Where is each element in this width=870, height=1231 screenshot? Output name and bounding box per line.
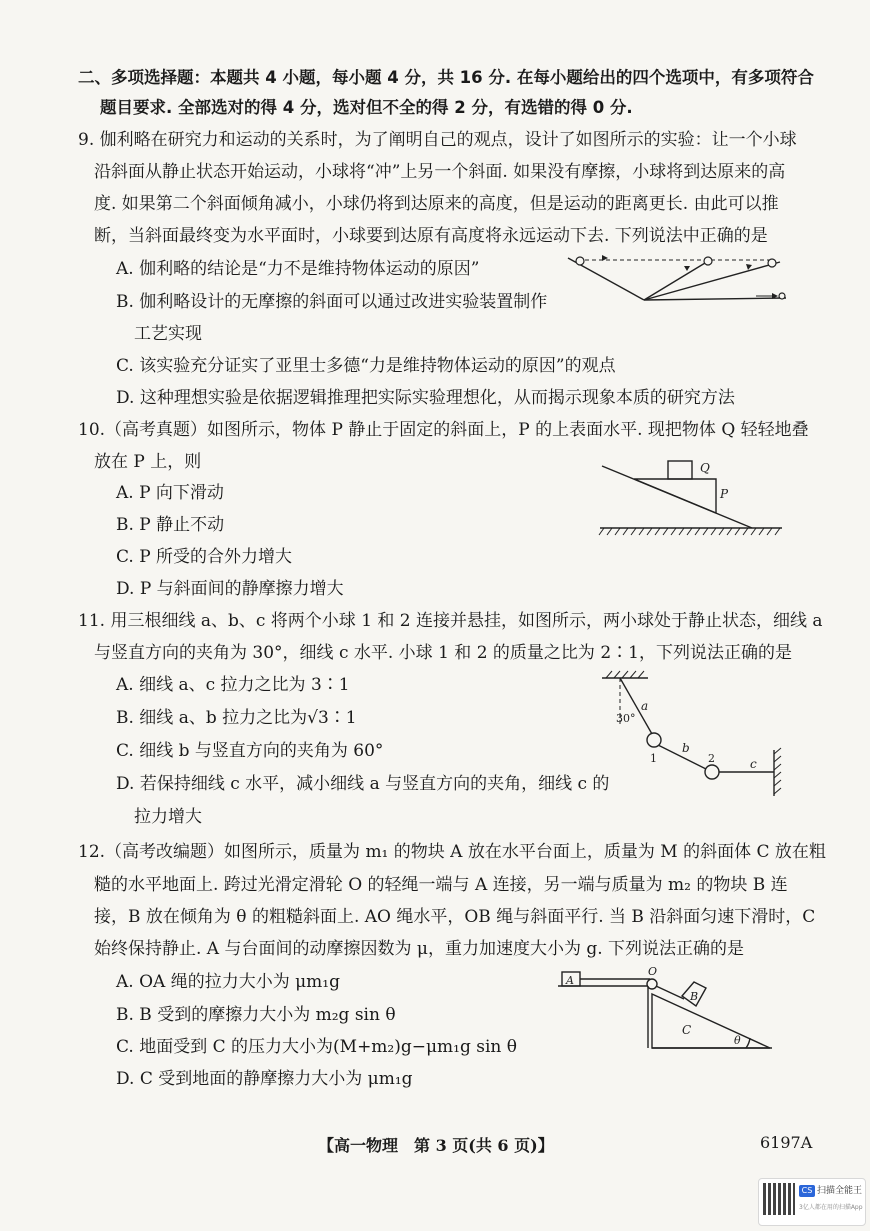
q12-pulley-o	[647, 979, 657, 989]
q9-stem-line-4: 断，当斜面最终变为水平面时，小球要到达原有高度将永远运动下去. 下列说法中正确的是	[94, 226, 768, 246]
q9-ball-steep	[704, 257, 712, 265]
q11-option-b: B. 细线 a、b 拉力之比为√3∶1	[116, 708, 357, 728]
q10-stem-line-2: 放在 P 上，则	[94, 452, 202, 472]
scanner-watermark	[758, 1178, 866, 1226]
q12-stem-line-3: 接，B 放在倾角为 θ 的粗糙斜面上. AO 绳水平，OB 绳与斜面平行. 当 B 沿斜面匀速下滑时，C	[94, 907, 816, 927]
section-header-line-1: 二、多项选择题：本题共 4 小题，每小题 4 分，共 16 分. 在每小题给出的四个选项中，有多项符合	[78, 68, 814, 87]
q12-angle-arc	[746, 1038, 750, 1048]
q11-label-a: a	[641, 699, 649, 713]
q11-label-b: b	[682, 741, 690, 755]
q11-label-ball-1: 1	[650, 752, 657, 765]
page-footer: 【高一物理 第 3 页(共 6 页)】	[318, 1136, 554, 1155]
q9-option-d: D. 这种理想实验是依据逻辑推理把实际实验理想化，从而揭示现象本质的研究方法	[116, 388, 735, 408]
q9-stem-line-3: 度. 如果第二个斜面倾角减小，小球仍将到达原来的高度，但是运动的距离更长. 由此可以推	[94, 194, 779, 214]
q10-option-d: D. P 与斜面间的静摩擦力增大	[116, 579, 344, 599]
q12-option-a: A. OA 绳的拉力大小为 μm₁g	[116, 972, 340, 992]
q9-ball-flat	[779, 293, 785, 299]
q12-label-a: A	[566, 974, 574, 987]
q10-block-q	[668, 461, 692, 479]
q10-label-p: P	[720, 487, 729, 501]
q10-label-q: Q	[700, 461, 710, 475]
q12-label-o: O	[648, 965, 658, 978]
q9-ball-shallow	[768, 259, 776, 267]
q10-incline-figure	[596, 452, 786, 538]
q10-option-a: A. P 向下滑动	[116, 483, 224, 503]
q11-string-b	[652, 742, 708, 770]
q11-angle-label: 30°	[616, 712, 636, 725]
q9-incline-figure	[560, 252, 792, 308]
q9-option-b-line-2: 工艺实现	[134, 324, 202, 344]
q9-ball-start	[576, 257, 584, 265]
exam-code: 6197A	[760, 1133, 813, 1152]
q9-option-a: A. 伽利略的结论是“力不是维持物体运动的原因”	[116, 259, 480, 279]
q10-block-p	[634, 479, 716, 513]
q12-option-b: B. B 受到的摩擦力大小为 m₂g sin θ	[116, 1005, 396, 1025]
q9-stem-line-2: 沿斜面从静止状态开始运动，小球将“冲”上另一个斜面. 如果没有摩擦，小球将到达原来的高	[94, 162, 786, 182]
q11-option-d-line-1: D. 若保持细线 c 水平，减小细线 a 与竖直方向的夹角，细线 c 的	[116, 774, 610, 794]
q12-pulley-figure	[556, 964, 778, 1054]
q9-option-c: C. 该实验充分证实了亚里士多德“力是维持物体运动的原因”的观点	[116, 356, 616, 376]
q12-stem-line-1: 12.（高考改编题）如图所示，质量为 m₁ 的物块 A 放在水平台面上，质量为 M 的斜面体 C 放在粗	[78, 842, 826, 862]
q11-ball-1	[647, 733, 661, 747]
q11-option-c: C. 细线 b 与竖直方向的夹角为 60°	[116, 741, 384, 761]
q11-option-a: A. 细线 a、c 拉力之比为 3∶1	[116, 675, 350, 695]
q12-stem-line-4: 始终保持静止. A 与台面间的动摩擦因数为 μ，重力加速度大小为 g. 下列说法正确的是	[94, 939, 745, 959]
q11-suspension-figure	[596, 668, 786, 798]
q12-label-b: B	[690, 990, 699, 1003]
q9-option-b-line-1: B. 伽利略设计的无摩擦的斜面可以通过改进实验装置制作	[116, 292, 548, 312]
q11-stem-line-1: 11. 用三根细线 a、b、c 将两个小球 1 和 2 连接并悬挂，如图所示，两小球处于静止状态，细线 a	[78, 611, 823, 631]
q12-label-theta: θ	[734, 1034, 741, 1047]
scanner-logo-badge: CS	[799, 1185, 815, 1197]
q12-label-c: C	[682, 1023, 692, 1037]
q11-option-d-line-2: 拉力增大	[134, 807, 202, 827]
q11-label-c: c	[750, 757, 757, 771]
q10-stem-line-1: 10.（高考真题）如图所示，物体 P 静止于固定的斜面上，P 的上表面水平. 现把物体 Q 轻轻地叠	[78, 420, 809, 440]
q12-stem-line-2: 糙的水平地面上. 跨过光滑定滑轮 O 的轻绳一端与 A 连接，另一端与质量为 m₂ 的物块 B 连	[94, 875, 788, 895]
q12-option-d: D. C 受到地面的静摩擦力大小为 μm₁g	[116, 1069, 413, 1089]
q11-label-ball-2: 2	[708, 752, 715, 765]
q10-option-c: C. P 所受的合外力增大	[116, 547, 293, 567]
scanner-subtitle: 3亿人都在用的扫描App	[799, 1204, 863, 1211]
q12-wedge-c	[652, 994, 770, 1048]
q9-stem-line-1: 9. 伽利略在研究力和运动的关系时，为了阐明自己的观点，设计了如图所示的实验：让一个小球	[78, 130, 797, 150]
q11-ball-2	[705, 765, 719, 779]
q10-option-b: B. P 静止不动	[116, 515, 225, 535]
qr-code-icon	[763, 1183, 795, 1215]
section-header-line-2: 题目要求. 全部选对的得 4 分，选对但不全的得 2 分，有选错的得 0 分.	[100, 98, 633, 117]
q12-option-c: C. 地面受到 C 的压力大小为(M+m₂)g−μm₁g sin θ	[116, 1037, 518, 1057]
q11-stem-line-2: 与竖直方向的夹角为 30°，细线 c 水平. 小球 1 和 2 的质量之比为 2∶1，下列说法正确的是	[94, 643, 792, 663]
scanner-title: 扫描全能王	[817, 1186, 863, 1196]
